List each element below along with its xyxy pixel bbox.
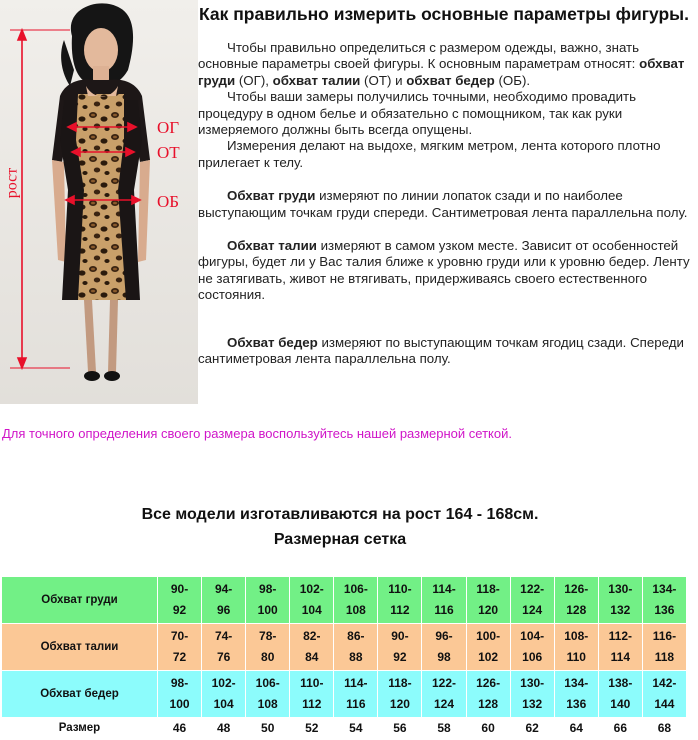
chest-paragraph [198,188,690,221]
size-cell: 82- 84 [290,624,334,671]
row-header: Размер [2,718,158,740]
size-cell: 60 [466,718,510,740]
size-cell: 66 [598,718,642,740]
chest-marker-label: ОГ [157,118,180,137]
size-cell: 130- 132 [510,671,554,718]
size-cell: 54 [334,718,378,740]
row-chest [2,577,687,624]
size-cell: 130- 132 [598,577,642,624]
size-cell: 142- 144 [642,671,686,718]
row-waist [2,624,687,671]
exhale-paragraph: Измерения делают на выдохе, мягким метром, лента которого плотно прилегает к телу. [198,138,661,170]
size-section-heading [0,502,680,552]
row-header: Обхват талии [2,624,158,671]
term-chest: обхват груди [198,56,685,88]
waist-text: измеряют в самом узком месте. Зависит от особенностей фигуры, будет ли у Вас талия ближе к уровню груди или к уровню бедер. Ленту не затягивать, живот не втягивать, придерживаясь своего естественного состояния. [198,238,690,303]
size-cell: 98- 100 [158,671,202,718]
size-table [1,576,687,740]
size-cell: 112- 114 [598,624,642,671]
hips-marker-label: ОБ [157,192,180,211]
waist-paragraph [198,238,690,304]
size-cell: 86- 88 [334,624,378,671]
size-cell: 98- 100 [246,577,290,624]
hips-paragraph [198,335,690,368]
size-cell: 118- 120 [378,671,422,718]
size-cell: 58 [422,718,466,740]
row-header: Обхват груди [2,577,158,624]
size-cell: 104- 106 [510,624,554,671]
hips-text: измеряют по выступающим точкам ягодиц сзади. Спереди сантиметровая лента параллельна полу. [198,334,684,367]
size-cell: 70- 72 [158,624,202,671]
height-notice: Все модели изготавливаются на рост 164 - 168см. [141,506,539,523]
size-cell: 100- 102 [466,624,510,671]
size-cell: 138- 140 [598,671,642,718]
intro-text: (ОТ) и [360,72,407,88]
size-cell: 68 [642,718,686,740]
size-cell: 114- 116 [334,671,378,718]
intro-text: Чтобы правильно определиться с размером одежды, важно, знать основные параметры своей фигуры. К основным параметрам относят: [198,40,640,72]
size-cell: 90- 92 [158,577,202,624]
size-cell: 122- 124 [422,671,466,718]
model-photo [0,0,198,404]
hips-term: Обхват бедер [227,334,318,350]
size-cell: 56 [378,718,422,740]
size-table-title: Размерная сетка [273,531,407,548]
chest-text: измеряют по линии лопаток сзади и по наиболее выступающим точкам груди спереди. Сантиметровая лента параллельна полу. [198,188,688,220]
size-cell: 48 [202,718,246,740]
size-cell: 126- 128 [466,671,510,718]
row-size [2,718,687,740]
waist-term: Обхват талии [227,238,317,254]
row-header: Обхват бедер [2,671,158,718]
size-cell: 114- 116 [422,577,466,624]
size-cell: 110- 112 [378,577,422,624]
size-cell: 102- 104 [202,671,246,718]
size-chart-link[interactable]: Для точного определения своего размера воспользуйтесь нашей размерной сеткой. [2,426,512,441]
size-cell: 46 [158,718,202,740]
height-marker-label: рост [3,167,21,199]
waist-marker-label: ОТ [157,143,180,162]
guide-title: Как правильно измерить основные параметры фигуры. [198,4,689,24]
size-cell: 50 [246,718,290,740]
size-cell: 116- 118 [642,624,686,671]
term-waist: обхват талии [272,72,361,88]
size-cell: 64 [554,718,598,740]
chest-term: Обхват груди [227,188,316,204]
size-cell: 62 [510,718,554,740]
measurement-guide [198,4,690,368]
size-cell: 122- 124 [510,577,554,624]
size-cell: 134- 136 [642,577,686,624]
size-cell: 102- 104 [290,577,334,624]
size-cell: 96- 98 [422,624,466,671]
size-cell: 94- 96 [202,577,246,624]
procedure-paragraph: Чтобы ваши замеры получились точными, необходимо провадить процедуру в одном белье и обязательно с помощником, так как руки измеряемого должны быть всегда опущены. [198,89,637,138]
row-hips [2,671,687,718]
intro-text: (ОГ), [235,72,273,88]
term-hips: обхват бедер [406,72,495,88]
intro-paragraph [198,40,690,89]
size-cell: 118- 120 [466,577,510,624]
size-cell: 106- 108 [334,577,378,624]
size-cell: 126- 128 [554,577,598,624]
size-cell: 110- 112 [290,671,334,718]
size-cell: 108- 110 [554,624,598,671]
size-cell: 52 [290,718,334,740]
size-cell: 106- 108 [246,671,290,718]
size-cell: 78- 80 [246,624,290,671]
size-cell: 134- 136 [554,671,598,718]
intro-text: (ОБ). [494,72,531,88]
size-cell: 74- 76 [202,624,246,671]
size-cell: 90- 92 [378,624,422,671]
